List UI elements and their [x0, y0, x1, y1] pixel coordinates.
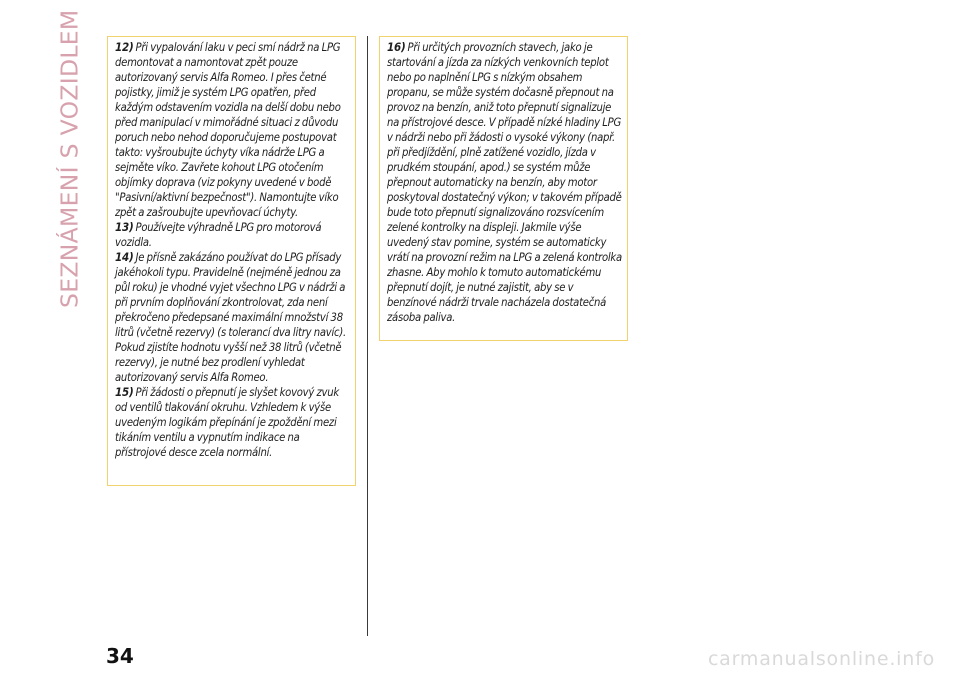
notes-box-left: [107, 36, 356, 486]
note-16: [387, 40, 622, 325]
watermark: carmanualsonline.info: [707, 648, 935, 670]
note-number: 13): [115, 220, 134, 234]
note-text: Při určitých provozních stavech, jako je startování a jízda za nízkých venkovních teplot nebo po naplnění LPG s nízkým obsahem propanu, se může systém dočasně přepnout na provoz na benzín, aniž toto přepnutí signalizuje na přístrojové desce. V případě nízké hladiny LPG v nádrži nebo při žádosti o vysoké výkony (např. při předjíždění, plně zatížené vozidlo, jízda v prudkém stoupání, apod.) se systém může přepnout automaticky na benzín, aby motor poskytoval dostatečný výkon; v takovém případě bude toto přepnutí signalizováno rozsvícením zelené kontrolky na displeji. Jakmile výše uvedený stav pomine, systém se automaticky vrátí na provozní režim na LPG a zelená kontrolka zhasne. Aby mohlo k tomuto automatickému přepnutí dojít, je nutné zajistit, aby se v benzínové nádrži trvale nacházela dostatečná zásoba paliva.: [387, 41, 622, 324]
note-text: Používejte výhradně LPG pro motorová vozidla.: [115, 221, 322, 249]
note-12: [115, 40, 350, 220]
note-number: 12): [115, 40, 134, 54]
note-text: Při vypalování laku v peci smí nádrž na LPG demontovat a namontovat zpět pouze autorizovaný servis Alfa Romeo. I přes četné pojistky, jimiž je systém LPG opatřen, před každým odstavením vozidla na delší dobu nebo před manipulací v mimořádné situaci z důvodu poruch nebo nehod doporučujeme postupovat takto: vyšroubujte úchyty víka nádrže LPG a sejměte víko. Zavřete kohout LPG otočením objímky doprava (viz pokyny uvedené v bodě "Pasivní/aktivní bezpečnost"). Namontujte víko zpět a zašroubujte upevňovací úchyty.: [115, 41, 341, 219]
notes-box-right: [379, 36, 628, 341]
note-number: 16): [387, 40, 406, 54]
note-14: [115, 250, 350, 385]
note-text: Je přísně zakázáno používat do LPG přísady jakéhokoli typu. Pravidelně (nejméně jednou za půl roku) je vhodné vyjet všechno LPG v nádrži a při prvním doplňování zkontrolovat, zda není překročeno předepsané maximální množství 38 litrů (včetně rezervy) (s tolerancí dva litry navíc). Pokud zjistíte hodnotu vyšší než 38 litrů (včetně rezervy), je nutné bez prodlení vyhledat autorizovaný servis Alfa Romeo.: [115, 251, 346, 384]
note-15: [115, 385, 350, 460]
page-number: 34: [106, 644, 134, 668]
note-number: 15): [115, 385, 134, 399]
column-divider: [367, 36, 368, 636]
section-title-vertical: [50, 9, 90, 309]
note-13: [115, 220, 350, 250]
note-number: 14): [115, 250, 134, 264]
note-text: Při žádosti o přepnutí je slyšet kovový zvuk od ventilů tlakování okruhu. Vzhledem k výše uvedeným logikám přepínání je zpoždění mezi tikáním ventilu a vypnutím indikace na přístrojové desce zcela normální.: [115, 386, 339, 459]
section-title-text: SEZNÁMENÍ S VOZIDLEM: [55, 9, 84, 309]
